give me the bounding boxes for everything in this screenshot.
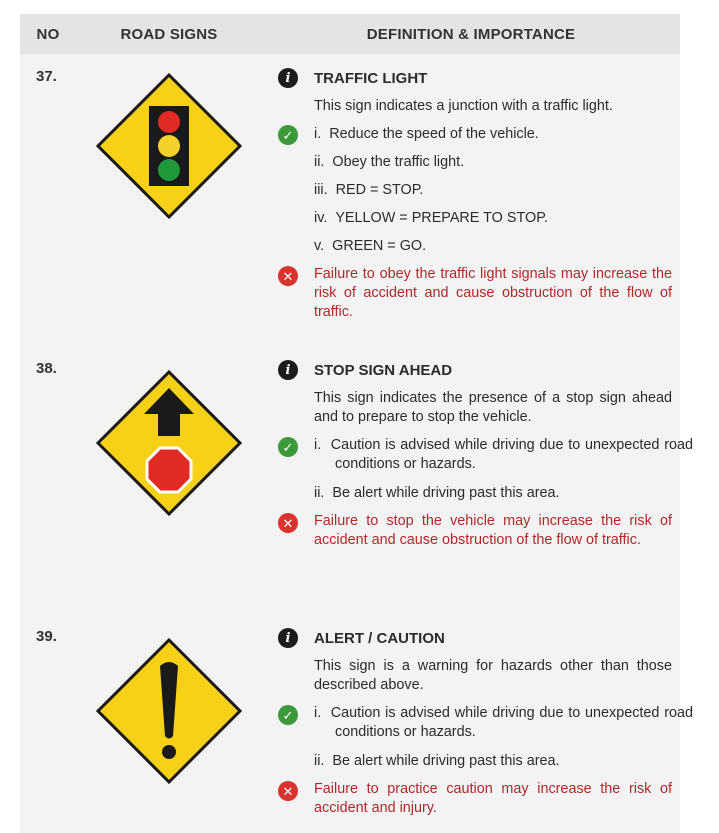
list-item: ii. Be alert while driving past this area. [314, 485, 560, 501]
list-item: i. Caution is advised while driving due to unexpected road conditions or hazards. [314, 437, 693, 472]
road-signs-table [20, 14, 693, 833]
cross-icon: ✕ [278, 266, 298, 286]
list-item: i. Caution is advised while driving due to unexpected road conditions or hazards. [314, 705, 693, 740]
info-icon: i [278, 360, 298, 380]
check-icon: ✓ [278, 437, 298, 457]
warning-text: Failure to practice caution may increase the risk of accident and injury. [314, 781, 672, 816]
sign-description: This sign indicates the presence of a stop sign ahead and to prepare to stop the vehicle. [314, 390, 672, 425]
cross-icon: ✕ [278, 781, 298, 801]
traffic-light-sign-icon [96, 73, 242, 219]
list-item: ii. Be alert while driving past this area. [314, 753, 560, 769]
list-item: iii. RED = STOP. [314, 182, 424, 198]
list-item: ii. Obey the traffic light. [314, 154, 465, 170]
info-icon: i [278, 68, 298, 88]
row-number: 37. [36, 68, 57, 85]
list-item: i. Reduce the speed of the vehicle. [314, 126, 539, 142]
list-item: v. GREEN = GO. [314, 238, 427, 254]
row-number: 39. [36, 628, 57, 645]
info-icon: i [278, 628, 298, 648]
cross-icon: ✕ [278, 513, 298, 533]
sign-description: This sign is a warning for hazards other than those described above. [314, 658, 672, 693]
header-definition: DEFINITION & IMPORTANCE [366, 25, 576, 43]
alert-caution-sign-icon [96, 638, 242, 784]
header-road-signs: ROAD SIGNS [120, 25, 218, 43]
row-number: 38. [36, 360, 57, 377]
warning-text: Failure to stop the vehicle may increase the risk of accident and cause obstruction of the flow of traffic. [314, 513, 672, 548]
stop-sign-ahead-icon [96, 370, 242, 516]
table-header [20, 14, 680, 54]
sign-title: STOP SIGN AHEAD [314, 362, 453, 379]
sign-description: This sign indicates a junction with a traffic light. [314, 98, 613, 114]
check-icon: ✓ [278, 705, 298, 725]
check-icon: ✓ [278, 125, 298, 145]
header-no: NO [36, 25, 60, 43]
sign-title: TRAFFIC LIGHT [314, 70, 428, 87]
warning-text: Failure to obey the traffic light signals may increase the risk of accident and cause obstruction of the flow of traffic. [314, 266, 672, 320]
list-item: iv. YELLOW = PREPARE TO STOP. [314, 210, 548, 226]
sign-title: ALERT / CAUTION [314, 630, 445, 647]
